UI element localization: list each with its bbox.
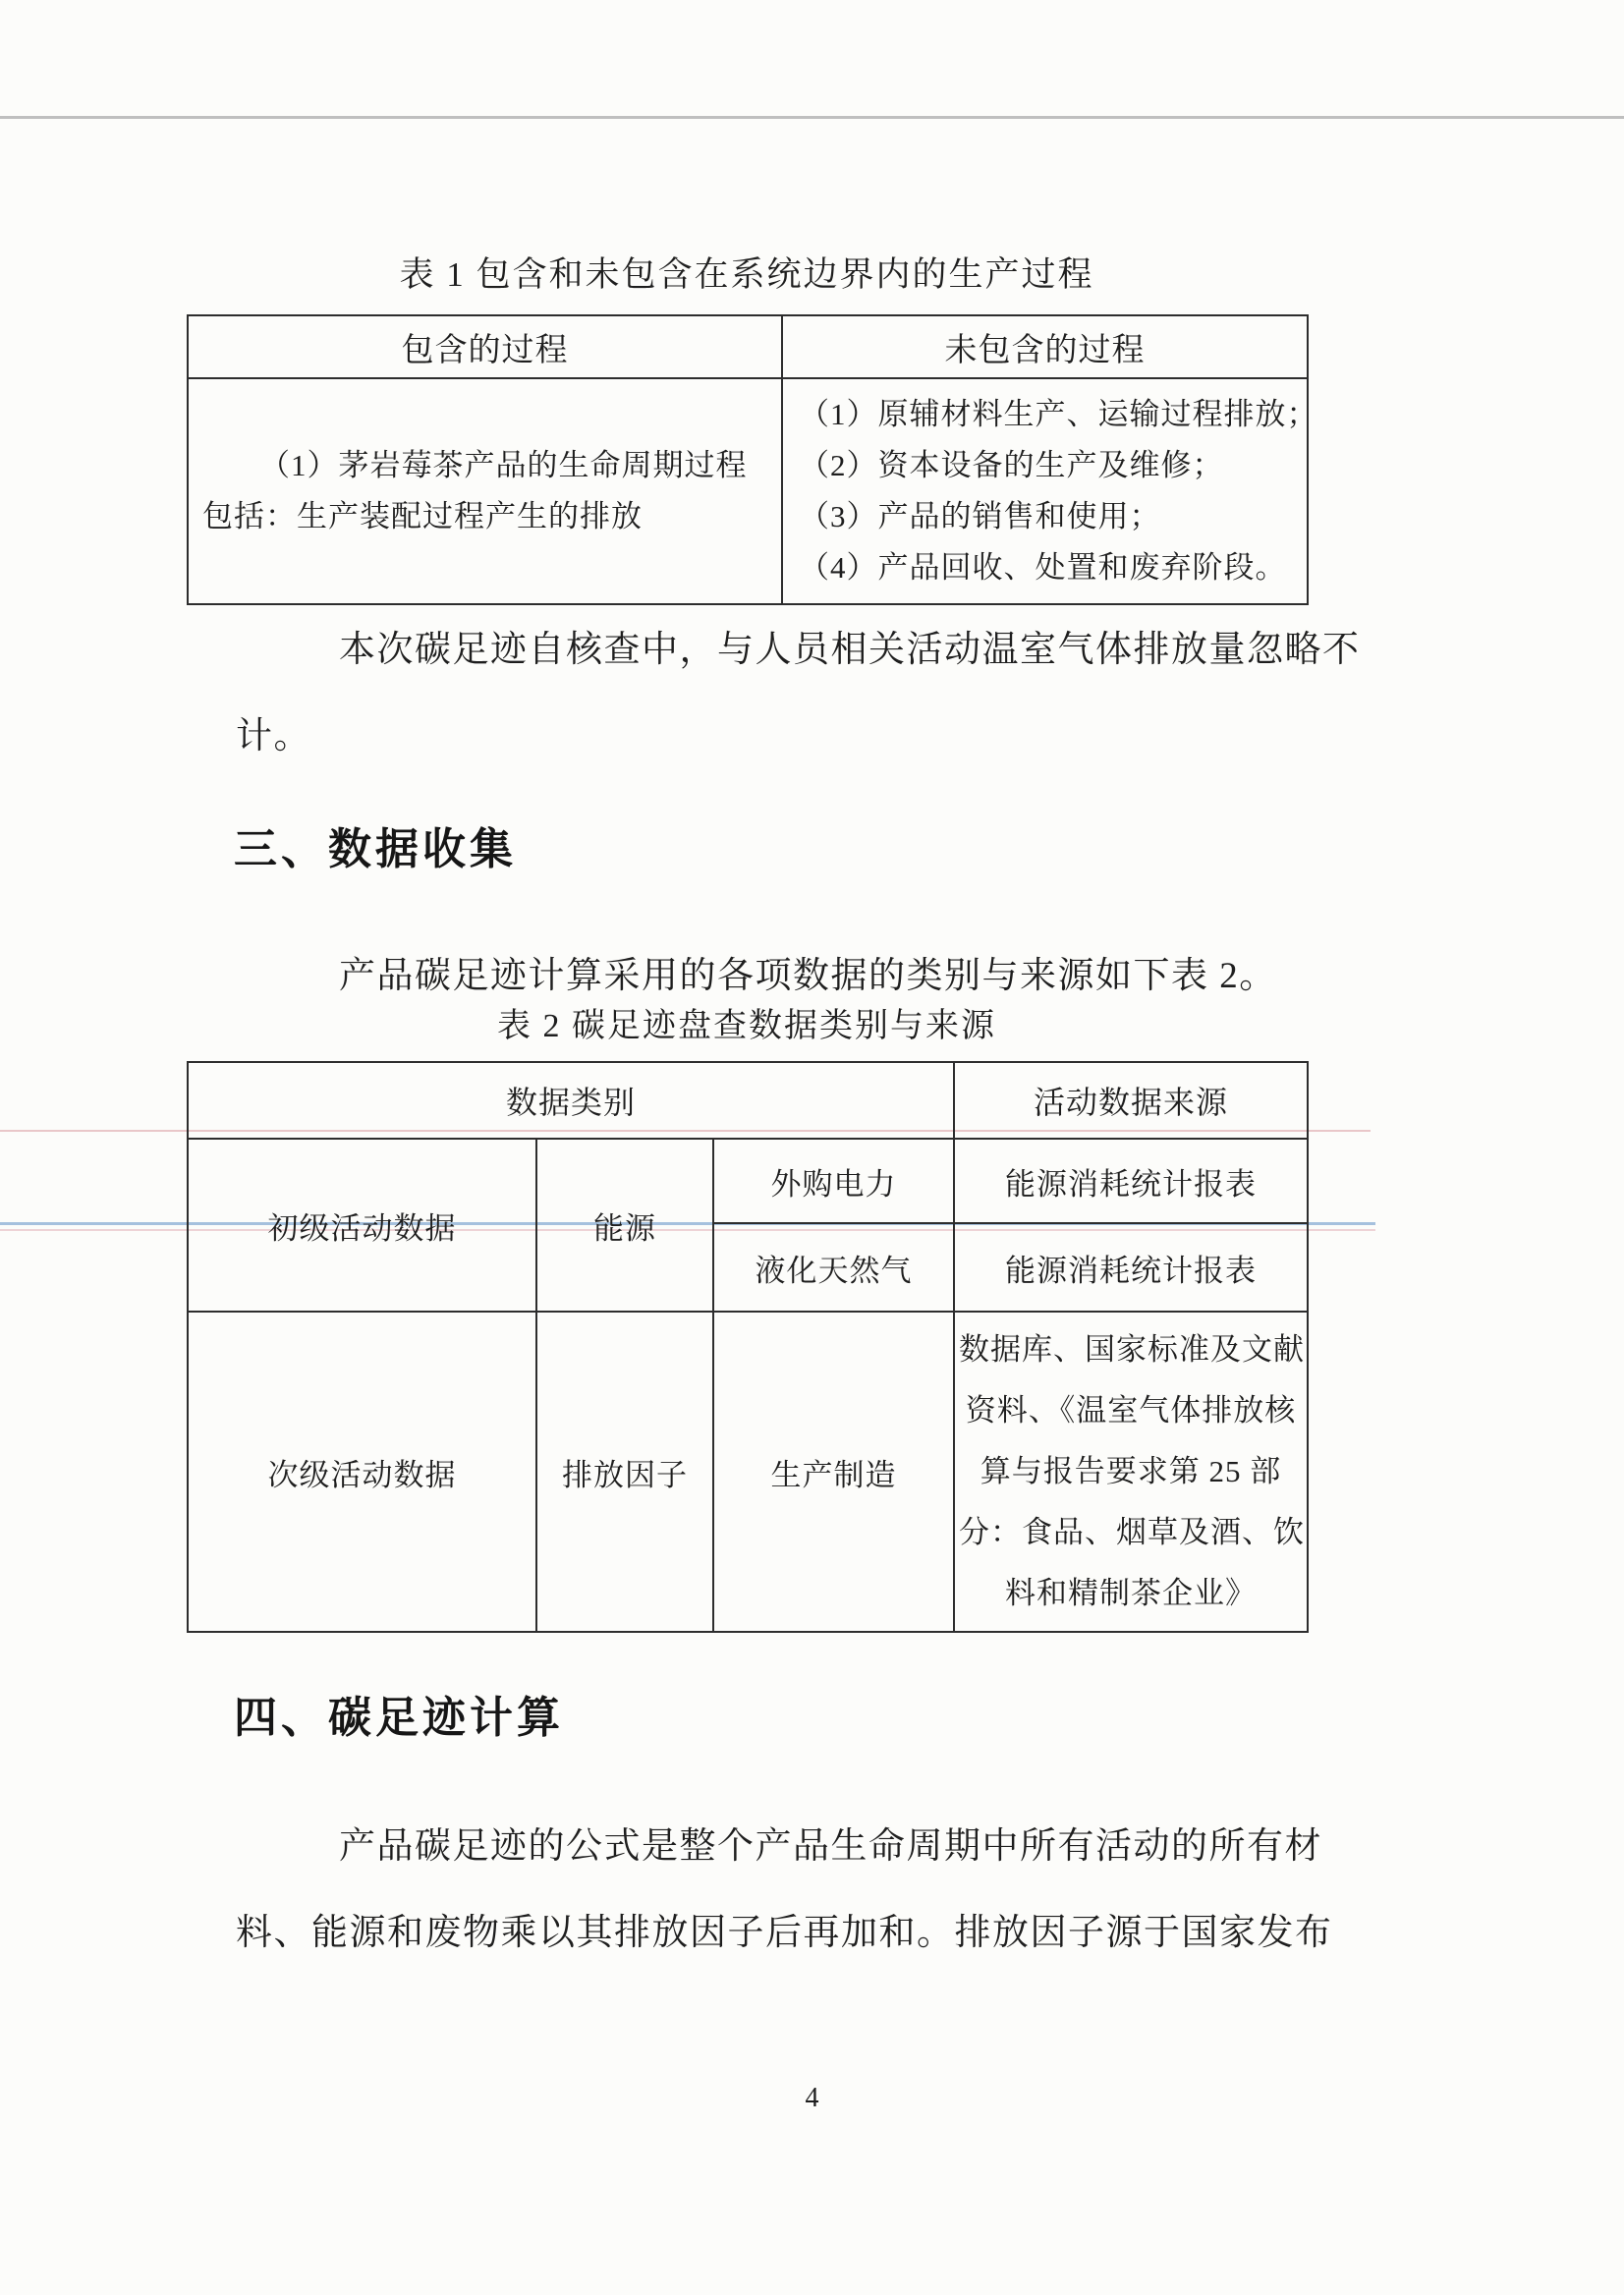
page-number: 4 — [805, 2083, 819, 2113]
excluded-line: （3）产品的销售和使用； — [799, 499, 1161, 533]
table1-caption: 表 1 包含和未包含在系统边界内的生产过程 — [399, 255, 1094, 294]
paragraph-formula-line2: 料、能源和废物乘以其排放因子后再加和。排放因子源于国家发布 — [236, 1913, 1333, 1953]
table2-cell-lng: 液化天然气 — [713, 1223, 954, 1312]
table2-cell-lng-source: 能源消耗统计报表 — [954, 1223, 1308, 1312]
factor-source-line: 资料、《温室气体排放核 — [965, 1393, 1297, 1427]
table2-caption: 表 2 碳足迹盘查数据类别与来源 — [497, 1008, 996, 1044]
factor-source-line: 分：食品、烟草及酒、饮 — [959, 1515, 1305, 1549]
table2-cell-emission-factor: 排放因子 — [536, 1312, 713, 1632]
paragraph-formula-line1: 产品碳足迹的公式是整个产品生命周期中所有活动的所有材 — [339, 1826, 1322, 1867]
table2-cell-electricity: 外购电力 — [713, 1139, 954, 1223]
factor-source-line: 算与报告要求第 25 部 — [980, 1454, 1282, 1488]
factor-source-line: 料和精制茶企业》 — [1005, 1576, 1257, 1610]
table1-cell-included — [188, 378, 782, 604]
included-line: （1）茅岩莓茶产品的生命周期过程 — [259, 448, 748, 482]
table1-cell-excluded — [782, 378, 1318, 604]
section-heading-data-collection: 三、数据收集 — [234, 825, 517, 873]
excluded-line: （1）原辅材料生产、运输过程排放； — [799, 397, 1318, 431]
section-heading-footprint-calculation: 四、碳足迹计算 — [234, 1694, 564, 1742]
table1-system-boundary — [187, 314, 1318, 605]
table2-cell-secondary-data: 次级活动数据 — [188, 1312, 536, 1632]
included-line: 包括：生产装配过程产生的排放 — [202, 499, 643, 533]
excluded-line: （2）资本设备的生产及维修； — [799, 448, 1224, 482]
table2-cell-energy: 能源 — [536, 1139, 713, 1312]
table2-cell-manufacturing: 生产制造 — [713, 1312, 954, 1632]
table2-cell-electricity-source: 能源消耗统计报表 — [954, 1139, 1308, 1223]
table2-cell-primary-data: 初级活动数据 — [188, 1139, 536, 1312]
table2-header-source: 活动数据来源 — [954, 1062, 1308, 1139]
factor-source-line: 数据库、国家标准及文献 — [959, 1332, 1305, 1367]
paragraph-data-sources: 产品碳足迹计算采用的各项数据的类别与来源如下表 2。 — [339, 956, 1277, 996]
table1-header-excluded: 未包含的过程 — [782, 315, 1308, 378]
table2-header-category: 数据类别 — [188, 1062, 954, 1139]
scan-edge-line — [0, 116, 1624, 119]
table2-cell-factor-source — [954, 1312, 1308, 1632]
paragraph-ghg-omitted-line1: 本次碳足迹自核查中，与人员相关活动温室气体排放量忽略不 — [339, 630, 1361, 670]
table2-data-categories — [187, 1061, 1309, 1633]
table1-header-included: 包含的过程 — [188, 315, 782, 378]
paragraph-ghg-omitted-line2: 计。 — [236, 716, 311, 756]
excluded-line: （4）产品回收、处置和废弃阶段。 — [799, 550, 1287, 585]
